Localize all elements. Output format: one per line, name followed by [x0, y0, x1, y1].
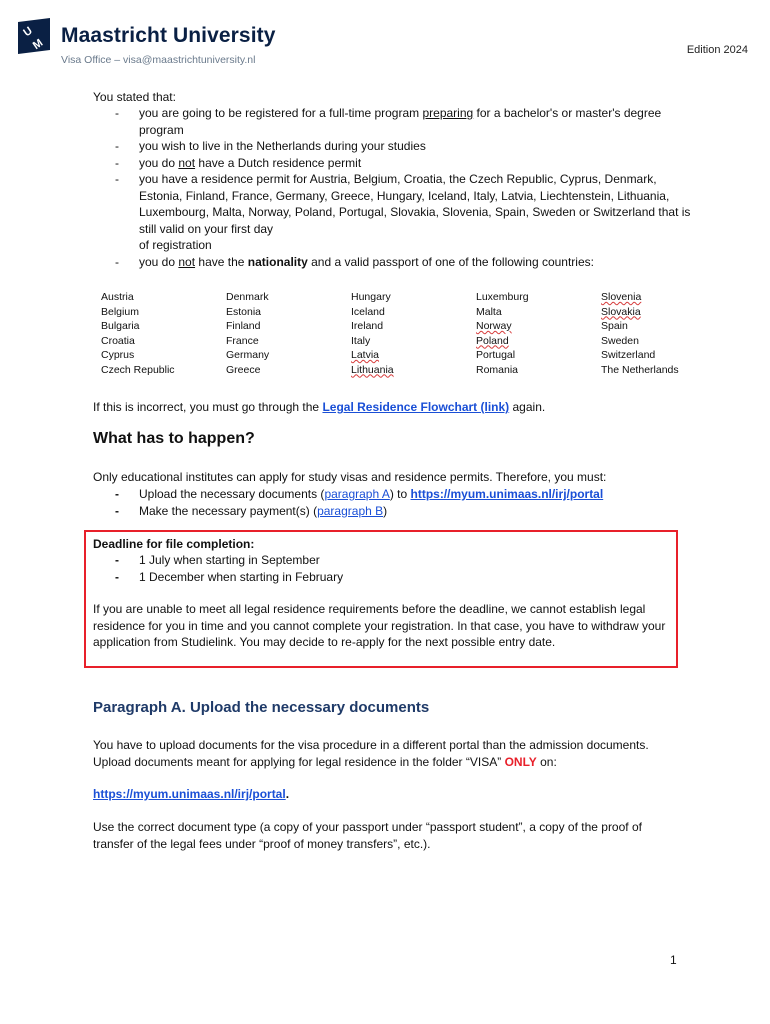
list-item: - you have a residence permit for Austria, Belgium, Croatia, the Czech Republic, Cyprus, Denmark, Estonia, Finland, France, Germany, Greece, Hungary, Iceland, Italy, Latvia, Liechtenstein, Lithuania, Luxembourg, Malta, Norway, Poland, Portugal, Slovakia, Slovenia, Spain, Sweden or Switzerland that is still valid on your first day of registration — [115, 172, 691, 252]
country-name: Switzerland — [601, 349, 656, 361]
visa-office-contact: Visa Office – visa@maastrichtuniversity.nl — [61, 54, 256, 66]
portal-line: https://myum.unimaas.nl/irj/portal. — [93, 787, 290, 801]
country-name: Czech Republic — [101, 363, 175, 376]
country-name: Ireland — [351, 320, 384, 332]
upload-paragraph: You have to upload documents for the visa procedure in a different portal than the admission documents. Upload documents meant for applying for legal residence in the folder “VISA” ONLY on: — [93, 738, 649, 769]
country-name: Denmark — [226, 291, 269, 303]
deadline-list — [93, 552, 673, 585]
country-name: Hungary — [351, 291, 391, 303]
country-name: Germany — [226, 349, 270, 361]
flowchart-link[interactable]: Legal Residence Flowchart (link) — [322, 400, 510, 414]
university-name: Maastricht University — [61, 24, 276, 47]
country-name: Lithuania — [351, 363, 394, 376]
only-emphasis: ONLY — [504, 754, 537, 769]
list-item: - you wish to live in the Netherlands during your studies — [115, 139, 426, 153]
stated-list — [93, 105, 703, 270]
list-item: - Upload the necessary documents (paragraph A) to https://myum.unimaas.nl/irj/portal — [115, 487, 604, 501]
deadline-paragraph: If you are unable to meet all legal residence requirements before the deadline, we cannot establish legal residence for you in time and you cannot complete your registration. In that case, you have to withdraw your application from Studielink. You may decide to re-apply for the next possible entry date. — [93, 602, 666, 649]
country-name: Slovenia — [601, 291, 642, 303]
portal-link[interactable]: https://myum.unimaas.nl/irj/portal — [410, 487, 604, 501]
country-name: Poland — [476, 334, 509, 347]
country-name: Norway — [476, 320, 512, 332]
incorrect-note: If this is incorrect, you must go through the Legal Residence Flowchart (link) again. — [93, 400, 546, 414]
country-name: Estonia — [226, 305, 262, 318]
portal-link[interactable]: https://myum.unimaas.nl/irj/portal — [93, 787, 286, 801]
list-item: - you do not have a Dutch residence permit — [115, 155, 362, 170]
country-name: Latvia — [351, 349, 380, 361]
country-grid — [101, 290, 701, 377]
country-name: Slovakia — [601, 305, 641, 318]
country-name: Finland — [226, 320, 261, 332]
paragraph-b-link[interactable]: paragraph B — [317, 503, 384, 518]
edition-label: Edition 2024 — [686, 44, 748, 56]
country-name: Luxemburg — [476, 291, 529, 303]
country-name: The Netherlands — [601, 363, 679, 376]
country-name: Croatia — [101, 334, 135, 347]
svg-text:U: U — [21, 24, 35, 40]
section-heading: What has to happen? — [93, 430, 255, 447]
country-name: Greece — [226, 363, 261, 376]
country-name: Iceland — [351, 305, 385, 318]
intro-label: You stated that: — [93, 90, 176, 104]
country-name: Cyprus — [101, 349, 135, 361]
list-item: - you are going to be registered for a full-time program preparing for a bachelor's or master's degree program — [115, 106, 662, 137]
country-name: Portugal — [476, 349, 516, 361]
deadline-title: Deadline for file completion: — [93, 537, 255, 551]
document-type-paragraph: Use the correct document type (a copy of your passport under “passport student”, a copy of the proof of transfer of the legal fees under “proof of money transfers”, etc.). — [93, 820, 642, 851]
page-number: 1 — [670, 953, 677, 967]
country-name: Austria — [101, 291, 134, 303]
list-item: - Make the necessary payment(s) (paragraph B) — [115, 503, 388, 518]
list-item: - you do not have the nationality and a valid passport of one of the following countries: — [115, 254, 594, 269]
list-item: - 1 July when starting in September — [115, 553, 320, 567]
section-lead: Only educational institutes can apply for study visas and residence permits. Therefore, you must: — [93, 470, 607, 484]
country-name: Bulgaria — [101, 320, 140, 332]
svg-text:M: M — [30, 36, 46, 53]
um-logo-icon — [18, 18, 50, 54]
actions-list — [93, 486, 693, 519]
paragraph-a-link[interactable]: paragraph A — [324, 487, 390, 501]
country-name: Sweden — [601, 334, 639, 347]
list-item: - 1 December when starting in February — [115, 569, 344, 584]
country-name: Malta — [476, 305, 502, 318]
country-name: Belgium — [101, 305, 139, 318]
country-name: Italy — [351, 334, 371, 347]
country-name: Spain — [601, 320, 628, 332]
country-name: France — [226, 334, 259, 347]
country-name: Romania — [476, 363, 519, 376]
paragraph-a-heading: Paragraph A. Upload the necessary documents — [93, 699, 430, 716]
